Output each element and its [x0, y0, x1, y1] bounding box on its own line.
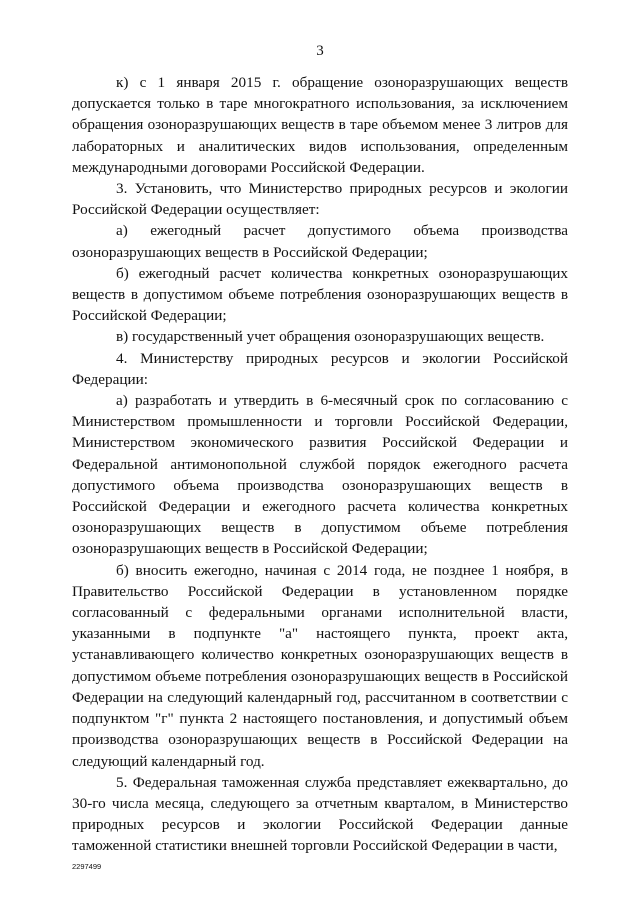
paragraph-3a: а) ежегодный расчет допустимого объема производства озоноразрушающих веществ в Российской Федерации; — [72, 222, 568, 261]
paragraph-3: 3. Установить, что Министерство природных ресурсов и экологии Российской Федерации осуществляет: — [72, 180, 568, 219]
paragraph-5: 5. Федеральная таможенная служба представляет ежеквартально, до 30-го числа месяца, следующего за отчетным кварталом, в Министерство природных ресурсов и экологии Российской Федерации данные таможенной статистики внешней торговли Российской Федерации в части, — [72, 773, 568, 855]
paragraph-3v: в) государственный учет обращения озоноразрушающих веществ. — [116, 328, 545, 346]
paragraph-4a: а) разработать и утвердить в 6-месячный срок по согласованию с Министерством промышленности и торговли Российской Федерации, Министерством экономического развития Российской Федерации и Федеральной антимонопольной службой порядок ежегодного расчета допустимого объема производства озоноразрушающих веществ в Российской Федерации и ежегодного расчета количества конкретных озоноразрушающих веществ в допустимом объеме потребления озоноразрушающих веществ в Российской Федерации; — [72, 392, 568, 558]
paragraph-4: 4. Министерству природных ресурсов и экологии Российской Федерации: — [72, 349, 568, 388]
document-body — [72, 72, 568, 857]
page-number: 3 — [316, 43, 324, 59]
document-id: 2297499 — [72, 862, 102, 871]
paragraph-k: к) с 1 января 2015 г. обращение озоноразрушающих веществ допускается только в таре многократного использования, за исключением обращения озоноразрушающих веществ в таре объемом менее 3 литров для лабораторных и аналитических видов использования, определенным международными договорами Российской Федерации. — [72, 74, 568, 176]
paragraph-3b: б) ежегодный расчет количества конкретных озоноразрушающих веществ в допустимом объеме потребления озоноразрушающих веществ в Российской Федерации; — [72, 264, 568, 325]
paragraph-4b: б) вносить ежегодно, начиная с 2014 года, не позднее 1 ноября, в Правительство Российской Федерации в установленном порядке согласованный с федеральными органами исполнительной власти, указанными в подпункте "а" настоящего пункта, проект акта, устанавливающего количество конкретных озоноразрушающих веществ в допустимом объеме потребления озоноразрушающих веществ в Российской Федерации на следующий календарный год, рассчитанном в соответствии с подпунктом "г" пункта 2 настоящего постановления, и допустимый объем производства озоноразрушающих веществ в Российской Федерации на следующий календарный год. — [72, 561, 568, 770]
